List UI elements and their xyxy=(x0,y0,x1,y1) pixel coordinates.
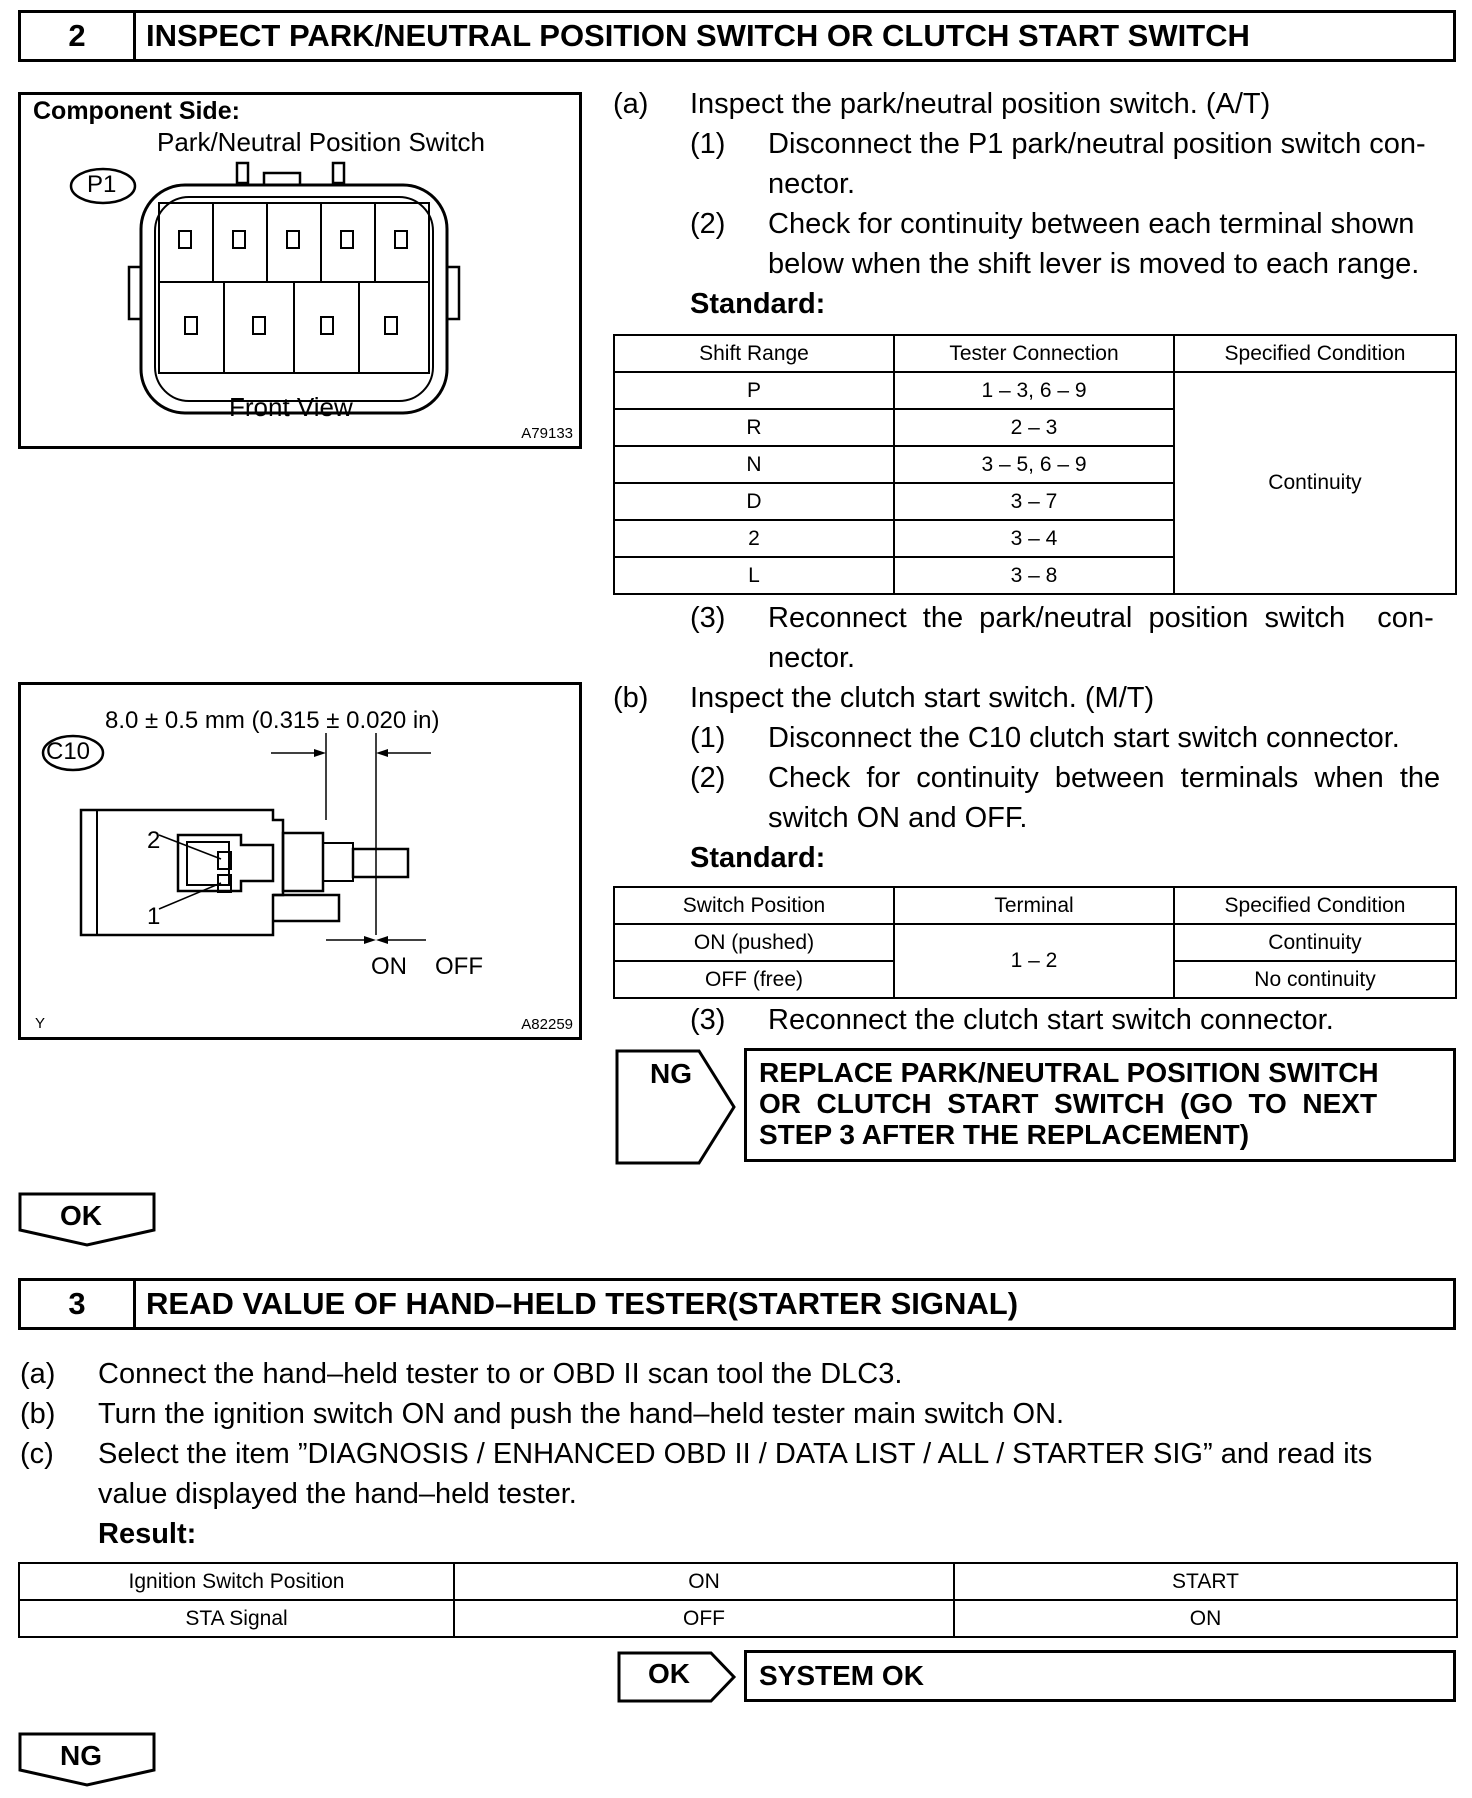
cell-range: P xyxy=(614,372,894,409)
step2-b-s2-line1: Check for continuity between terminals when the xyxy=(768,762,1441,794)
cell-connection: 2 – 3 xyxy=(894,409,1174,446)
cell-value: OFF xyxy=(454,1600,954,1637)
ng-down-label: NG xyxy=(60,1740,102,1771)
cell-terminal: 1 – 2 xyxy=(894,924,1174,998)
fig2-code: A82259 xyxy=(521,1016,573,1033)
cell-range: R xyxy=(614,409,894,446)
step2-a-standard: Standard: xyxy=(690,288,826,320)
table-header-row xyxy=(614,335,1456,372)
step2-a-s3-marker: (3) xyxy=(690,602,726,634)
ng-action-line1: REPLACE PARK/NEUTRAL POSITION SWITCH xyxy=(759,1057,1379,1088)
step2-title: INSPECT PARK/NEUTRAL POSITION SWITCH OR CLUTCH START SWITCH xyxy=(146,18,1250,53)
step2-a-text: Inspect the park/neutral position switch. (A/T) xyxy=(690,88,1271,120)
fig1-connector-id: P1 xyxy=(87,171,117,198)
fig2-connector-id: C10 xyxy=(46,738,91,765)
cell-condition: No continuity xyxy=(1174,961,1456,998)
cell-range: N xyxy=(614,446,894,483)
step2-a-s2-line2: below when the shift lever is moved to each range. xyxy=(768,248,1420,280)
cell-range: L xyxy=(614,557,894,594)
header-terminal: Terminal xyxy=(894,887,1174,924)
step2-b-s2-marker: (2) xyxy=(690,762,726,794)
step3-b-marker: (b) xyxy=(20,1398,56,1430)
fig1-heading: Component Side: xyxy=(33,97,240,125)
cell-connection: 3 – 7 xyxy=(894,483,1174,520)
fig2-pin1-label: 1 xyxy=(147,903,161,930)
header-switch-position: Switch Position xyxy=(614,887,894,924)
step3-b-text: Turn the ignition switch ON and push the hand–held tester main switch ON. xyxy=(98,1398,1065,1430)
step2-a-marker: (a) xyxy=(613,88,649,120)
table-row xyxy=(614,372,1456,409)
step3-c-line2: value displayed the hand–held tester. xyxy=(98,1478,577,1510)
fig2-corner: Y xyxy=(35,1015,46,1032)
cell-connection: 3 – 8 xyxy=(894,557,1174,594)
step2-b-text: Inspect the clutch start switch. (M/T) xyxy=(690,682,1155,714)
cell-value: ON xyxy=(454,1563,954,1600)
fig2-on-label: ON xyxy=(371,953,407,980)
ok-arrow-label: OK xyxy=(648,1658,690,1689)
ng-label: NG xyxy=(650,1058,692,1089)
header-specified-condition: Specified Condition xyxy=(1174,887,1456,924)
header-shift-range: Shift Range xyxy=(614,335,894,372)
header-specified-condition: Specified Condition xyxy=(1174,335,1456,372)
step2-a-s2-marker: (2) xyxy=(690,208,726,240)
system-ok-text: SYSTEM OK xyxy=(759,1660,924,1691)
ok-down-label: OK xyxy=(60,1200,102,1231)
fig2-pin2-label: 2 xyxy=(147,827,161,854)
figure-c10-switch xyxy=(18,682,582,1040)
step2-a-s3-line2: nector. xyxy=(768,642,856,674)
system-ok-box xyxy=(744,1650,1456,1702)
c10-switch-drawing xyxy=(21,685,579,1037)
cell-position: ON (pushed) xyxy=(614,924,894,961)
figure-p1-connector xyxy=(18,92,582,449)
step3-a-marker: (a) xyxy=(20,1358,56,1390)
step2-b-standard: Standard: xyxy=(690,842,826,874)
cell-connection: 3 – 5, 6 – 9 xyxy=(894,446,1174,483)
step2-b-s3-line1: Reconnect the clutch start switch connector. xyxy=(768,1004,1334,1036)
step3-a-text: Connect the hand–held tester to or OBD II scan tool the DLC3. xyxy=(98,1358,903,1390)
step2-b-s2-line2: switch ON and OFF. xyxy=(768,802,1028,834)
fig2-dimension: 8.0 ± 0.5 mm (0.315 ± 0.020 in) xyxy=(105,707,440,734)
step2-header xyxy=(18,10,1456,62)
step2-a-s1-marker: (1) xyxy=(690,128,726,160)
ng-action-line2: OR CLUTCH START SWITCH (GO TO NEXT xyxy=(759,1088,1378,1119)
ng-action-box xyxy=(744,1048,1456,1162)
cell-label: Ignition Switch Position xyxy=(19,1563,454,1600)
cell-label: STA Signal xyxy=(19,1600,454,1637)
cell-range: D xyxy=(614,483,894,520)
step3-number: 3 xyxy=(21,1281,136,1327)
table-row xyxy=(614,924,1456,961)
step2-a-s2-line1: Check for continuity between each terminal shown xyxy=(768,208,1415,240)
table-row xyxy=(19,1600,1457,1637)
fig2-off-label: OFF xyxy=(435,953,483,980)
fig1-view: Front View xyxy=(229,392,353,422)
header-tester-connection: Tester Connection xyxy=(894,335,1174,372)
step3-header xyxy=(18,1278,1456,1330)
cell-connection: 1 – 3, 6 – 9 xyxy=(894,372,1174,409)
step2-b-marker: (b) xyxy=(613,682,649,714)
sta-signal-table xyxy=(18,1562,1458,1638)
cell-value: START xyxy=(954,1563,1457,1600)
step3-result: Result: xyxy=(98,1518,197,1550)
step3-c-line1: Select the item ”DIAGNOSIS / ENHANCED OBD II / DATA LIST / ALL / STARTER SIG” and read its xyxy=(98,1438,1373,1470)
cell-range: 2 xyxy=(614,520,894,557)
step2-a-s3-line1: Reconnect the park/neutral position switch con- xyxy=(768,602,1434,634)
step2-number: 2 xyxy=(21,13,136,59)
step2-a-s1-line2: nector. xyxy=(768,168,856,200)
cell-condition: Continuity xyxy=(1174,924,1456,961)
ng-action-line3: STEP 3 AFTER THE REPLACEMENT) xyxy=(759,1119,1250,1150)
step2-b-s1-line1: Disconnect the C10 clutch start switch connector. xyxy=(768,722,1400,754)
fig1-code: A79133 xyxy=(521,425,573,442)
step2-b-s1-marker: (1) xyxy=(690,722,726,754)
step2-a-s1-line1: Disconnect the P1 park/neutral position switch con- xyxy=(768,128,1426,160)
fig1-label: Park/Neutral Position Switch xyxy=(157,127,486,157)
cell-connection: 3 – 4 xyxy=(894,520,1174,557)
step3-c-marker: (c) xyxy=(20,1438,54,1470)
shift-range-table xyxy=(613,334,1457,595)
p1-connector-drawing xyxy=(21,95,579,446)
cell-position: OFF (free) xyxy=(614,961,894,998)
step3-title: READ VALUE OF HAND–HELD TESTER(STARTER SIGNAL) xyxy=(146,1286,1019,1321)
cell-condition: Continuity xyxy=(1174,372,1456,594)
step2-b-s3-marker: (3) xyxy=(690,1004,726,1036)
cell-value: ON xyxy=(954,1600,1457,1637)
table-header-row xyxy=(614,887,1456,924)
table-row xyxy=(19,1563,1457,1600)
switch-position-table xyxy=(613,886,1457,999)
